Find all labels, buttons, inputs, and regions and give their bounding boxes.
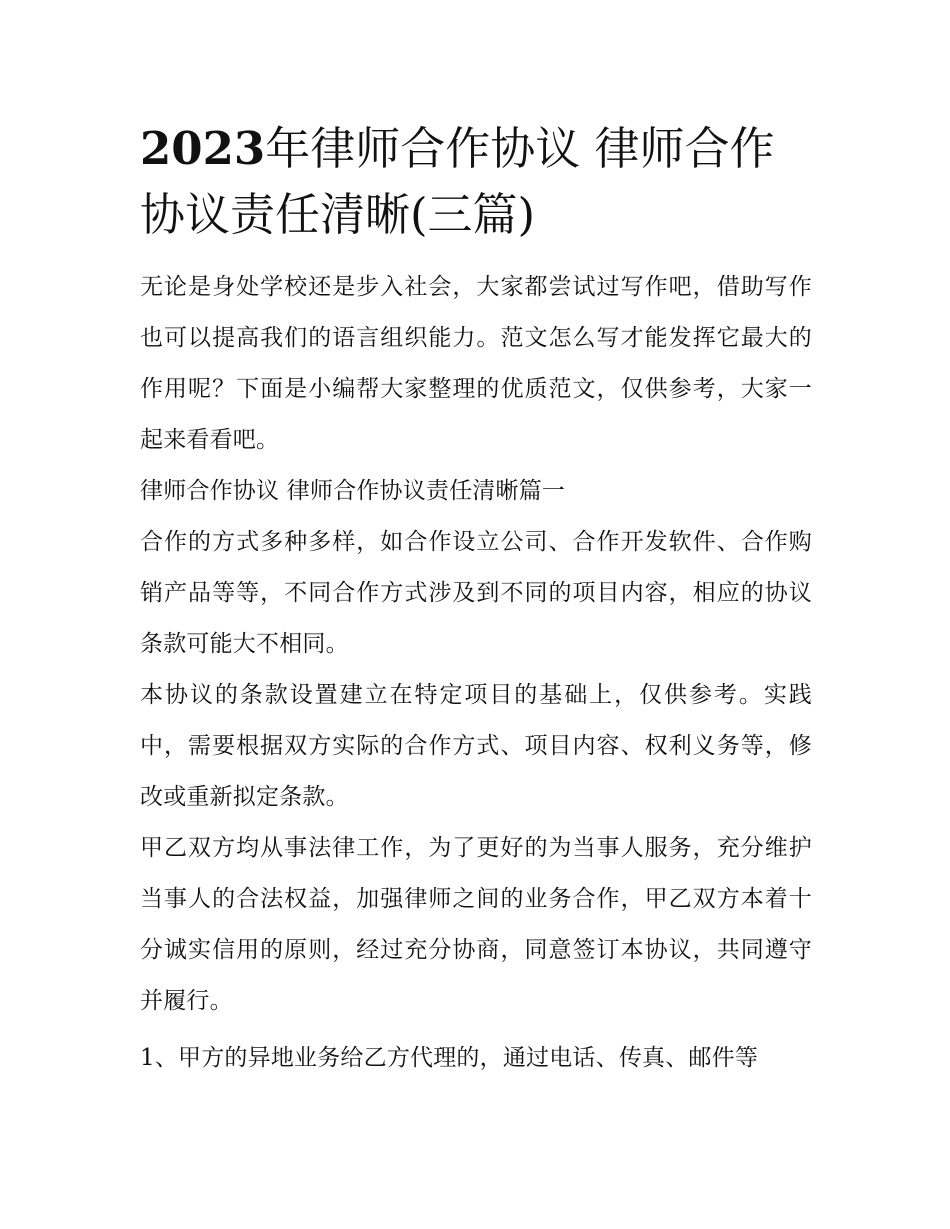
document-body: [140, 116, 812, 1084]
document-title: [140, 116, 812, 248]
clause-paragraph: 1、甲方的异地业务给乙方代理的，通过电话、传真、邮件等: [140, 1045, 759, 1071]
body-paragraph: 合作的方式多种多样，如合作设立公司、合作开发软件、合作购销产品等等，不同合作方式涉及到不同的项目内容，相应的协议条款可能大不相同。: [140, 529, 812, 657]
intro-paragraph: 无论是身处学校还是步入社会，大家都尝试过写作吧，借助写作也可以提高我们的语言组织能力。范文怎么写才能发挥它最大的作用呢？下面是小编帮大家整理的优质范文，仅供参考，大家一起来看看吧。: [140, 274, 812, 453]
section-heading: 律师合作协议 律师合作协议责任清晰篇一: [140, 478, 566, 504]
body-paragraph: 甲乙双方均从事法律工作，为了更好的为当事人服务，充分维护当事人的合法权益，加强律师之间的业务合作，甲乙双方本着十分诚实信用的原则，经过充分协商，同意签订本协议，共同遵守并履行。: [140, 835, 812, 1014]
body-paragraph: 本协议的条款设置建立在特定项目的基础上，仅供参考。实践中，需要根据双方实际的合作方式、项目内容、权利义务等，修改或重新拟定条款。: [140, 682, 812, 810]
title-year: 2023: [140, 122, 266, 175]
title-text: 年律师合作协议 律师合作协议责任清晰(三篇): [140, 122, 775, 241]
